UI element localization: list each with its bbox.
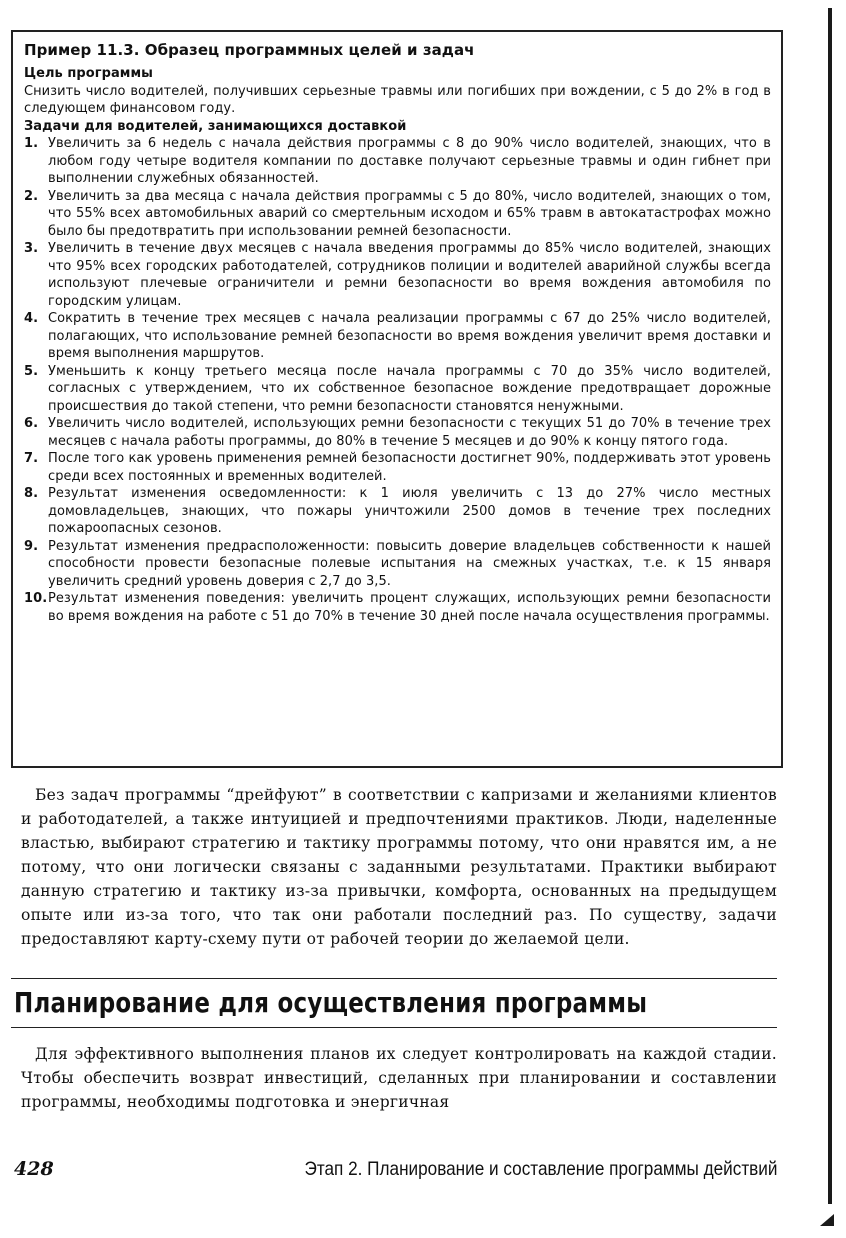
task-text: Увеличить за два месяца с начала действия программы с 5 до 80%, число водителей, знающих о том, что 55% всех автомобильных аварий со смертельным исходом и 65% травм в автокатастрофах можно было бы предотвратить при использовании ремней безопасности. xyxy=(48,188,771,239)
goal-heading: Цель программы xyxy=(24,66,153,81)
task-number: 6. xyxy=(24,416,39,431)
section-rule-top xyxy=(11,978,777,979)
body-paragraph-planning: Для эффективного выполнения планов их следует контролировать на каждой стадии. Чтобы обеспечить возврат инвестиций, сделанных при планировании и составлении программы, необходимы подготовка и энергичная xyxy=(21,1045,777,1111)
task-number: 10. xyxy=(24,591,48,606)
section-rule-bottom xyxy=(11,1027,777,1028)
section-heading: Планирование для осуществления программы xyxy=(14,986,648,1019)
task-item xyxy=(24,538,771,591)
page-edge-corner-mark xyxy=(820,1214,834,1226)
task-number: 9. xyxy=(24,538,39,554)
task-item xyxy=(24,590,771,625)
task-item xyxy=(24,240,771,310)
task-list xyxy=(24,135,771,625)
task-text: Результат изменения поведения: увеличить процент служащих, использующих ремни безопасности во время вождения на работе с 51 до 70% в течение 30 дней после начала осуществления программы. xyxy=(48,591,771,624)
task-text: После того как уровень применения ремней безопасности достигнет 90%, поддерживать этот уровень среди всех постоянных и временных водителей. xyxy=(48,451,771,484)
task-number: 2. xyxy=(24,188,39,204)
task-text: Результат изменения предрасположенности: повысить доверие владельцев собственности к нашей способности провести безопасные полевые испытания на смежных участках, т.е. к 15 января увеличить средний уровень доверия с 2,7 до 3,5. xyxy=(48,538,771,589)
task-item xyxy=(24,310,771,363)
task-text: Увеличить число водителей, использующих ремни безопасности с текущих 51 до 70% в течение трех месяцев с начала работы программы, до 80% в течение 5 месяцев и до 90% к концу пятого года. xyxy=(48,416,771,449)
task-item xyxy=(24,135,771,188)
task-number: 7. xyxy=(24,451,39,466)
task-number: 5. xyxy=(24,363,39,379)
task-item xyxy=(24,485,771,538)
task-item xyxy=(24,450,771,485)
example-title: Пример 11.3. Образец программных целей и задач xyxy=(24,41,475,59)
tasks-heading: Задачи для водителей, занимающихся доставкой xyxy=(24,118,407,134)
task-number: 1. xyxy=(24,136,39,151)
page-edge-bar xyxy=(828,8,832,1204)
task-number: 3. xyxy=(24,241,39,256)
task-item xyxy=(24,188,771,241)
task-text: Увеличить в течение двух месяцев с начала введения программы до 85% число водителей, знающих что 95% всех городских работодателей, сотрудников полиции и водителей аварийной службы всегда используют плечевые ограничители и ремни безопасности во время вождения автомобиля по городским улицам. xyxy=(48,241,771,309)
task-number: 4. xyxy=(24,311,39,326)
task-item xyxy=(24,415,771,450)
task-item xyxy=(24,363,771,416)
running-title: Этап 2. Планирование и составление программы действий xyxy=(304,1158,777,1180)
example-box xyxy=(11,30,783,768)
task-text: Уменьшить к концу третьего месяца после начала программы с 70 до 35% число водителей, согласных с утверждением, что их собственное безопасное вождение предотвращает дорожные происшествия до такой степени, что ремни безопасности становятся ненужными. xyxy=(48,363,771,414)
body-paragraph-drift: Без задач программы “дрейфуют” в соответствии с капризами и желаниями клиентов и работодателей, а также интуицией и предпочтениями практиков. Люди, наделенные властью, выбирают стратегию и тактику программы потому, что они нравятся им, а не потому, что они логически связаны с заданными результатами. Практики выбирают данную стратегию и тактику из-за привычки, комфорта, основанных на предыдущем опыте или из-за того, что так они работали последний раз. По существу, задачи предоставляют карту-схему пути от рабочей теории до желаемой цели. xyxy=(21,786,777,948)
task-text: Увеличить за 6 недель с начала действия программы с 8 до 90% число водителей, знающих, что в любом году четыре водителя компании по доставке получают серьезные травмы и один гибнет при выполнении служебных обязанностей. xyxy=(48,136,771,186)
task-text: Результат изменения осведомленности: к 1 июля увеличить с 13 до 27% число местных домовладельцев, знающих, что пожары уничтожили 2500 домов в течение трех последних пожароопасных сезонов. xyxy=(48,486,771,536)
goal-text: Снизить число водителей, получивших серьезные травмы или погибших при вождении, с 5 до 2% в год в следующем финансовом году. xyxy=(24,83,771,116)
page-number: 428 xyxy=(14,1158,54,1180)
task-number: 8. xyxy=(24,486,39,501)
task-text: Сократить в течение трех месяцев с начала реализации программы с 67 до 25% число водителей, полагающих, что использование ремней безопасности во время вождения увеличит время доставки и время выполнения маршрутов. xyxy=(48,311,771,361)
